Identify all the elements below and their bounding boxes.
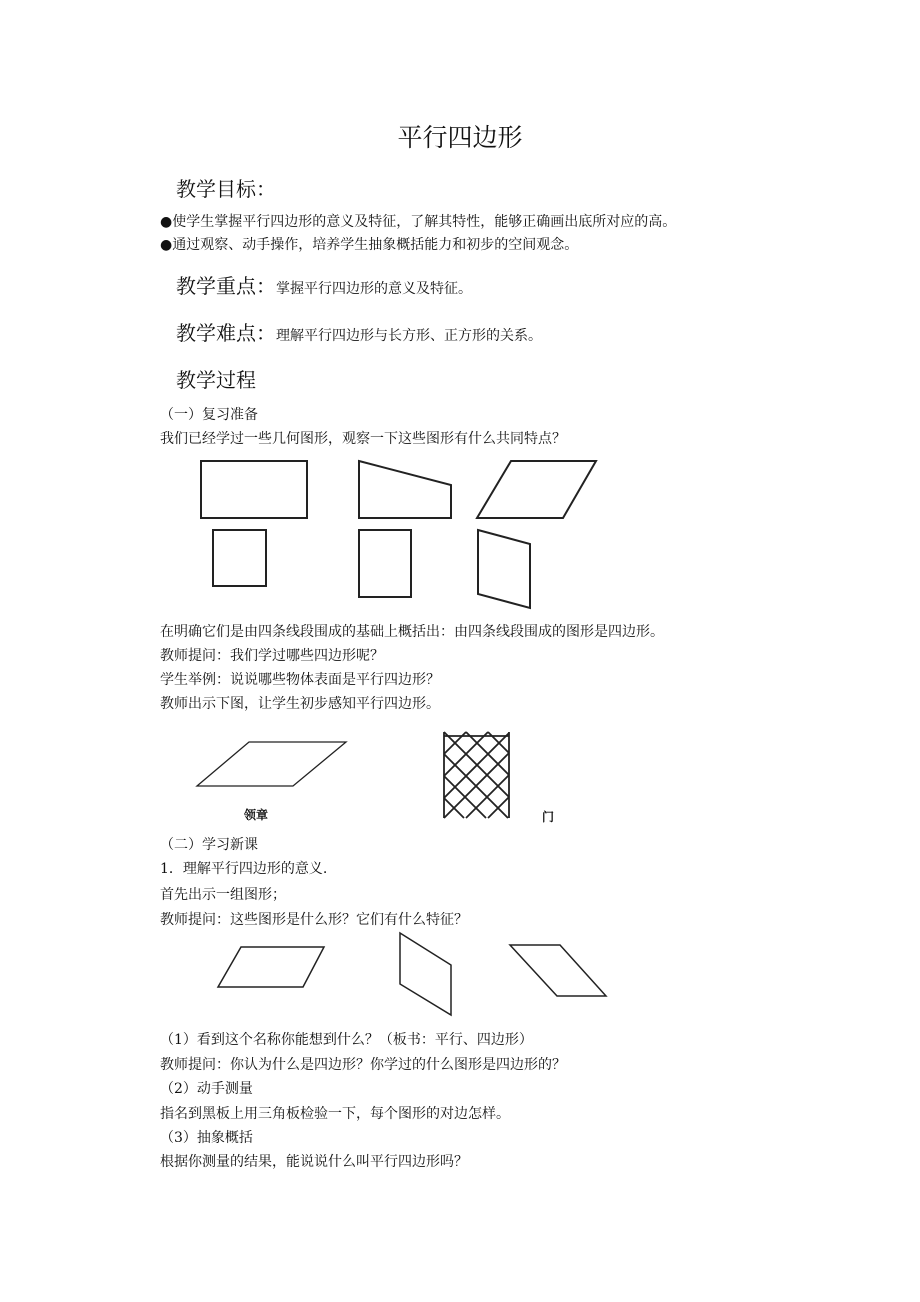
key-point-label: 教学重点：: [176, 274, 276, 298]
page-title: 平行四边形: [397, 123, 523, 152]
paragraph: （1）看到这个名称你能想到什么？（板书：平行、四边形）: [160, 1032, 533, 1048]
difficulty-text: 理解平行四边形与长方形、正方形的关系。: [276, 328, 542, 344]
bullet-icon: ●: [160, 237, 173, 253]
process-heading: 教学过程: [176, 368, 256, 392]
paragraph: 教师提问：我们学过哪些四边形呢？: [160, 648, 384, 664]
bullet-icon: ●: [160, 214, 173, 230]
difficulty-label: 教学难点：: [176, 321, 276, 345]
paragraph: 在明确它们是由四条线段围成的基础上概括出：由四条线段围成的图形是四边形。: [160, 624, 664, 640]
paragraph: 我们已经学过一些几何图形，观察一下这些图形有什么共同特点？: [160, 431, 566, 447]
paragraph: （3）抽象概括: [160, 1130, 253, 1146]
section-heading: （二）学习新课: [160, 837, 258, 853]
paragraph: 教师出示下图，让学生初步感知平行四边形。: [160, 696, 440, 712]
objectives-heading: 教学目标：: [176, 177, 276, 201]
parallelogram-horizontal: [218, 947, 324, 987]
gate-caption: 门: [542, 810, 555, 824]
paragraph: （2）动手测量: [160, 1081, 253, 1097]
paragraph: 1．理解平行四边形的意义.: [160, 861, 328, 877]
section-heading: （一）复习准备: [160, 407, 258, 423]
key-point-text: 掌握平行四边形的意义及特征。: [276, 281, 472, 297]
paragraph: 根据你测量的结果，能说说什么叫平行四边形吗？: [160, 1154, 468, 1170]
parallelogram-slanted: [510, 945, 606, 996]
paragraph: 指名到黑板上用三角板检验一下，每个图形的对边怎样。: [160, 1106, 510, 1122]
paragraph: 学生举例：说说哪些物体表面是平行四边形？: [160, 672, 440, 688]
paragraph: 教师提问：这些图形是什么形？它们有什么特征？: [160, 912, 468, 928]
paragraph: 首先出示一组图形；: [160, 887, 286, 903]
objective-item: ●使学生掌握平行四边形的意义及特征，了解其特性，能够正确画出底所对应的高。: [160, 214, 677, 230]
parallelogram-vertical: [400, 933, 451, 1015]
badge-caption: 领章: [244, 808, 269, 822]
objective-item: ●通过观察、动手操作，培养学生抽象概括能力和初步的空间观念。: [160, 237, 579, 253]
paragraph: 教师提问：你认为什么是四边形？你学过的什么图形是四边形的？: [160, 1057, 566, 1073]
